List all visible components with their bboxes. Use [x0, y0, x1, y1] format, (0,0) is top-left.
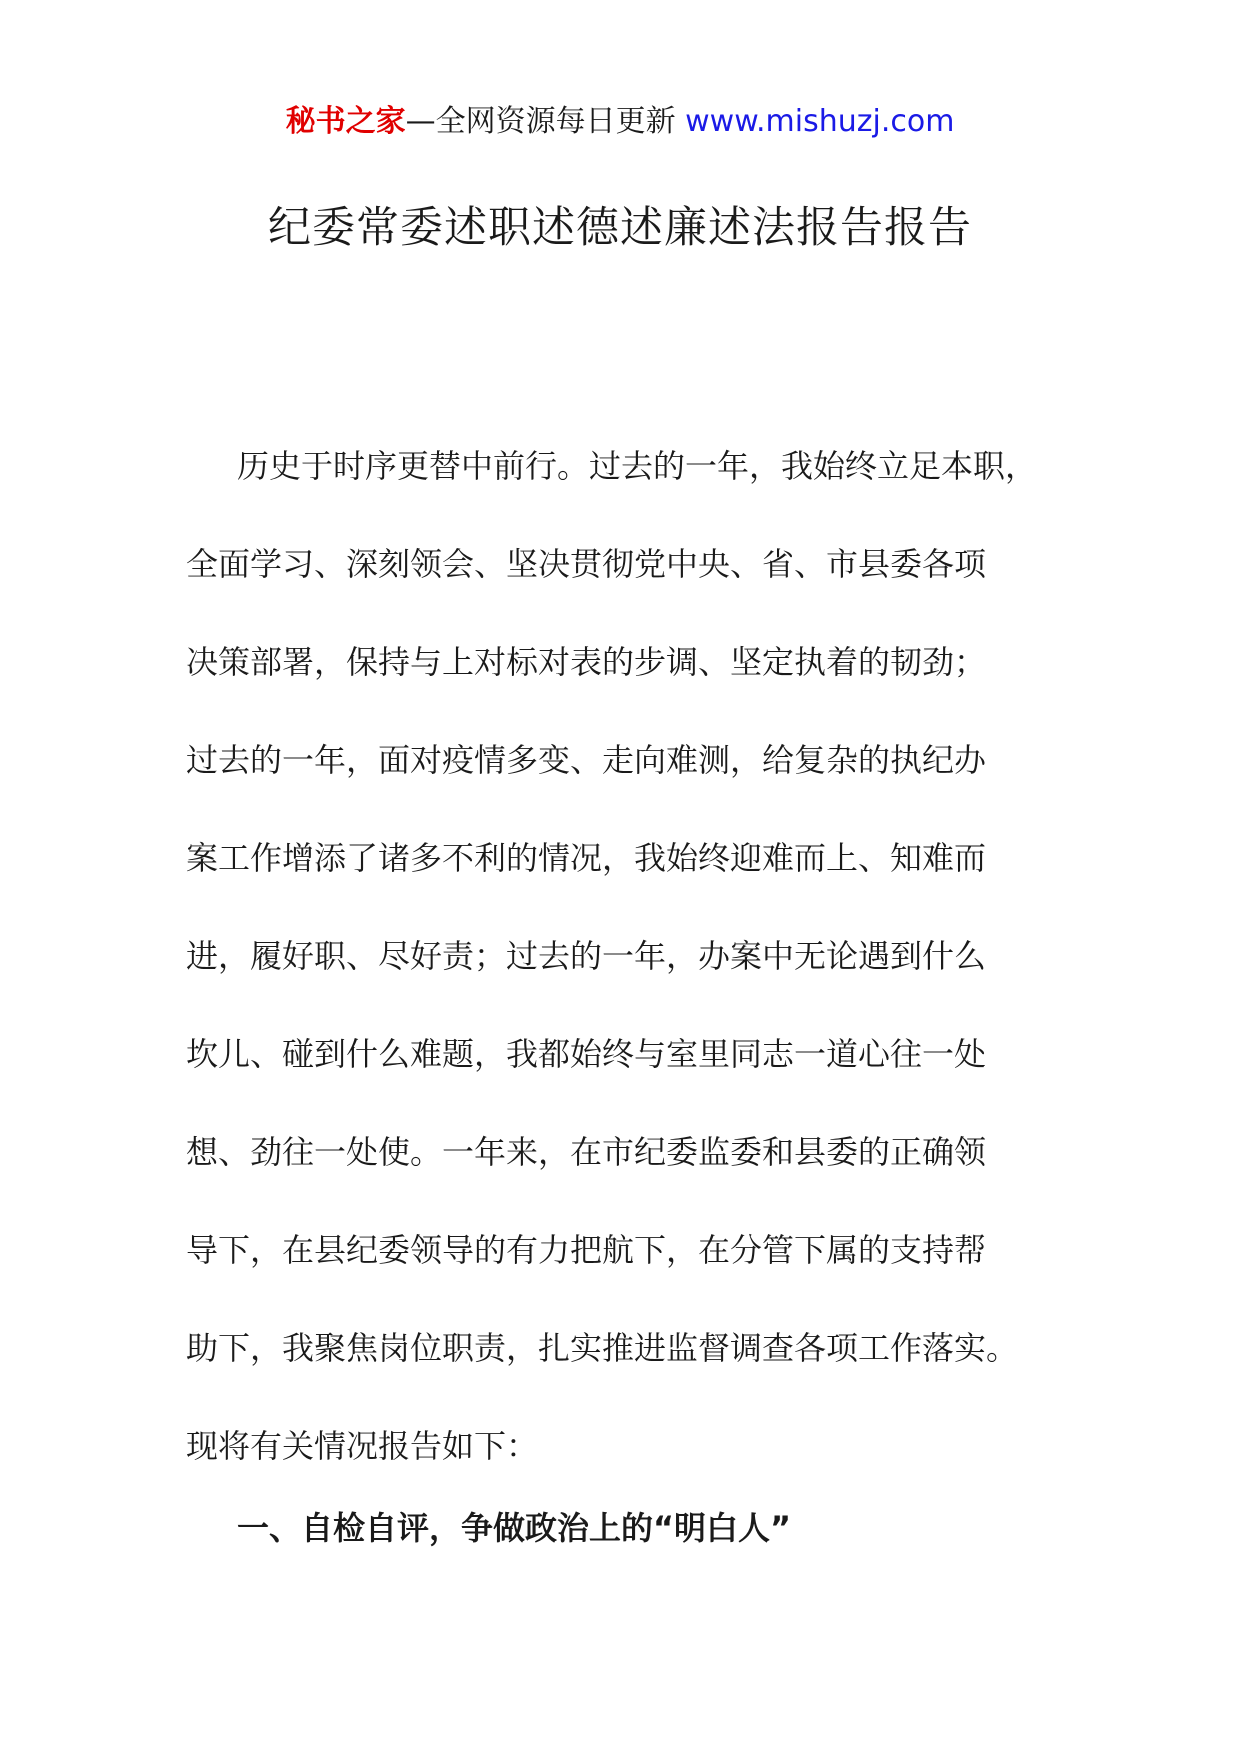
- header-slogan: —全网资源每日更新: [405, 104, 686, 139]
- paragraph-line: 导下，在县纪委领导的有力把航下，在分管下属的支持帮: [186, 1231, 987, 1269]
- paragraph-line: 案工作增添了诸多不利的情况，我始终迎难而上、知难而: [186, 839, 987, 877]
- document-title: 纪委常委述职述德述廉述法报告报告: [268, 203, 972, 253]
- paragraph-line: 全面学习、深刻领会、坚决贯彻党中央、省、市县委各项: [186, 545, 987, 583]
- paragraph-line: 现将有关情况报告如下：: [186, 1427, 539, 1465]
- paragraph-line: 想、劲往一处使。一年来，在市纪委监委和县委的正确领: [186, 1133, 987, 1171]
- site-url: www.mishuzj.com: [685, 104, 955, 139]
- paragraph-line: 坎儿、碰到什么难题，我都始终与室里同志一道心往一处: [186, 1035, 987, 1073]
- paragraph-line: 助下，我聚焦岗位职责，扎实推进监督调查各项工作落实。: [186, 1329, 1019, 1367]
- site-header: [0, 100, 1240, 144]
- brand-name: 秘书之家: [285, 104, 406, 139]
- body-paragraph: [186, 417, 1056, 1495]
- paragraph-line: 过去的一年，面对疫情多变、走向难测，给复杂的执纪办: [186, 741, 987, 779]
- paragraph-line: 历史于时序更替中前行。过去的一年，我始终立足本职，: [237, 447, 1038, 485]
- section-heading: 一、自检自评，争做政治上的“明白人”: [237, 1509, 792, 1547]
- paragraph-line: 进，履好职、尽好责；过去的一年，办案中无论遇到什么: [186, 937, 987, 975]
- paragraph-line: 决策部署，保持与上对标对表的步调、坚定执着的韧劲；: [186, 643, 987, 681]
